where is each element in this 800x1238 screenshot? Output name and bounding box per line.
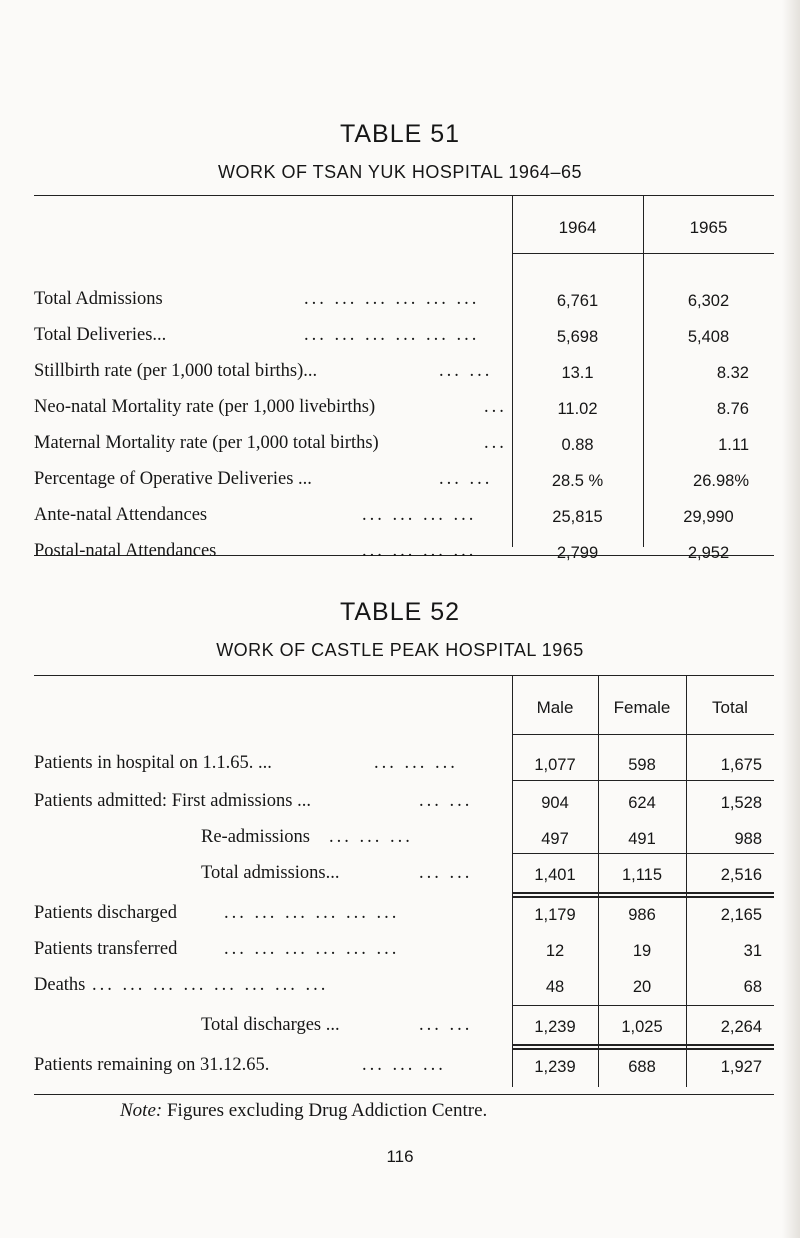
table52-cell-total: 2,165	[720, 906, 762, 924]
table51-cell: 2,799	[556, 544, 599, 562]
table51-col-1964: 1964	[558, 218, 597, 237]
table51-cell-1965: 6,302	[687, 292, 730, 310]
table52-cell-total: 1,528	[720, 794, 762, 812]
table52-col-total: Total	[712, 698, 748, 717]
table51-cell-1965: 29,990	[683, 508, 734, 526]
table52-cell-female: 598	[628, 756, 656, 774]
table51-row-label: Total Admissions ... ... ... ... ... ...	[34, 289, 480, 309]
table52-double-rule	[512, 1044, 774, 1046]
table52-row-label: Patients remaining on 31.12.65. ... ... ...	[34, 1055, 446, 1075]
table52-cell-male: 1,077	[534, 756, 576, 774]
table52-row-label: Patients discharged ... ... ... ... ... ...	[34, 903, 400, 923]
table52-col-male: Male	[536, 698, 574, 717]
table52-row-label: Patients admitted: First admissions ... ... ...	[34, 791, 473, 811]
table51-cell-1965: 5,408	[687, 328, 730, 346]
table52-cell-male: 497	[541, 830, 569, 848]
table52-cell-male: 12	[545, 942, 565, 960]
table51-cell-1965: 26.98%	[693, 472, 749, 490]
table51-cell: 2,952	[687, 544, 730, 562]
table52-row-label: Patients in hospital on 1.1.65. ... ... ... ...	[34, 753, 458, 773]
table52-cell-male: 1,239	[534, 1018, 576, 1036]
table51-row-label: Neo-natal Mortality rate (per 1,000 livebirths) ...	[34, 397, 507, 417]
table52-cell-female: 20	[632, 978, 652, 996]
table51-row-label: Ante-natal Attendances ... ... ... ...	[34, 505, 477, 525]
table51-col-1965: 1965	[689, 218, 728, 237]
table52-row-label: Total admissions... ... ...	[201, 863, 473, 883]
table51-cell-1964: 6,761	[556, 292, 599, 310]
table52-cell-total: 31	[743, 942, 762, 960]
table52-double-rule	[512, 1048, 774, 1050]
table52-cell-total: 988	[734, 830, 762, 848]
table51-cell-1964: 13.1	[561, 364, 594, 382]
table51-top-rule	[34, 195, 774, 196]
table52-rule	[512, 780, 774, 781]
table52-cell-female: 1,115	[621, 866, 663, 884]
table52-row-label: Deaths ... ... ... ... ... ... ... ...	[34, 975, 329, 995]
table52-top-rule	[34, 675, 774, 676]
table52-row-label: Total discharges ... ... ...	[201, 1015, 473, 1035]
table51-cell-1964: 25,815	[552, 508, 603, 526]
table51-cell-1965: 1.11	[718, 436, 749, 454]
table52-cell-female: 624	[628, 794, 656, 812]
table52-cell-female: 688	[628, 1058, 656, 1076]
table52-double-rule	[512, 892, 774, 894]
table52-header-rule	[512, 734, 774, 735]
table52-cell-female: 1,025	[621, 1018, 663, 1036]
table51-row-label: Postal-natal Attendances ... ... ... ...	[34, 541, 477, 561]
table52-rule	[512, 1005, 774, 1006]
table52-note	[120, 1100, 487, 1122]
table51-row-label: Stillbirth rate (per 1,000 total births)... ... ...	[34, 361, 493, 381]
table52-row-label: Patients transferred ... ... ... ... ... ...	[34, 939, 400, 959]
table51-cell-1964: 11.02	[557, 400, 598, 418]
table52-cell-male: 1,401	[534, 866, 576, 884]
table52-cell-male: 1,179	[534, 906, 576, 924]
table51-row-label: Percentage of Operative Deliveries ... ... ...	[34, 469, 493, 489]
table52-bottom-rule	[34, 1094, 774, 1095]
table52-cell-female: 491	[628, 830, 656, 848]
note-text: Figures excluding Drug Addiction Centre.	[166, 1100, 488, 1121]
table52-col-female: Female	[613, 698, 671, 717]
table52-cell-male: 1,239	[534, 1058, 576, 1076]
table51-cell-1964: 28.5 %	[551, 472, 604, 490]
table52-cell-male: 904	[541, 794, 569, 812]
table52-title: TABLE 52	[339, 598, 461, 626]
table52-cell-total: 1,675	[720, 756, 762, 774]
table52-cell-total: 2,264	[720, 1018, 762, 1036]
note-label: Note:	[120, 1100, 163, 1121]
table51-title: TABLE 51	[339, 120, 461, 148]
table51-cell-1965: 8.76	[716, 400, 749, 418]
table51-subtitle: WORK OF TSAN YUK HOSPITAL 1964–65	[218, 162, 582, 182]
page-number: 116	[386, 1147, 414, 1166]
table52-cell-female: 19	[632, 942, 652, 960]
table52-row-label: Re-admissions ... ... ...	[201, 827, 413, 847]
table51-row-label: Maternal Mortality rate (per 1,000 total births) ...	[34, 433, 507, 453]
table52-cell-total: 2,516	[720, 866, 762, 884]
table52-cell-female: 986	[628, 906, 656, 924]
table52-cell-male: 48	[545, 978, 565, 996]
table52-double-rule	[512, 896, 774, 898]
table52-cell-total: 1,927	[720, 1058, 762, 1076]
table51-cell-1964: 5,698	[556, 328, 599, 346]
table52-cell-total: 68	[743, 978, 762, 996]
table51-cell-1965: 8.32	[716, 364, 749, 382]
table51-row-label: Total Deliveries... ... ... ... ... ... ...	[34, 325, 480, 345]
table51-cell-1964: 0.88	[561, 436, 594, 454]
table52-subtitle: WORK OF CASTLE PEAK HOSPITAL 1965	[216, 640, 584, 660]
table52-rule	[512, 853, 774, 854]
